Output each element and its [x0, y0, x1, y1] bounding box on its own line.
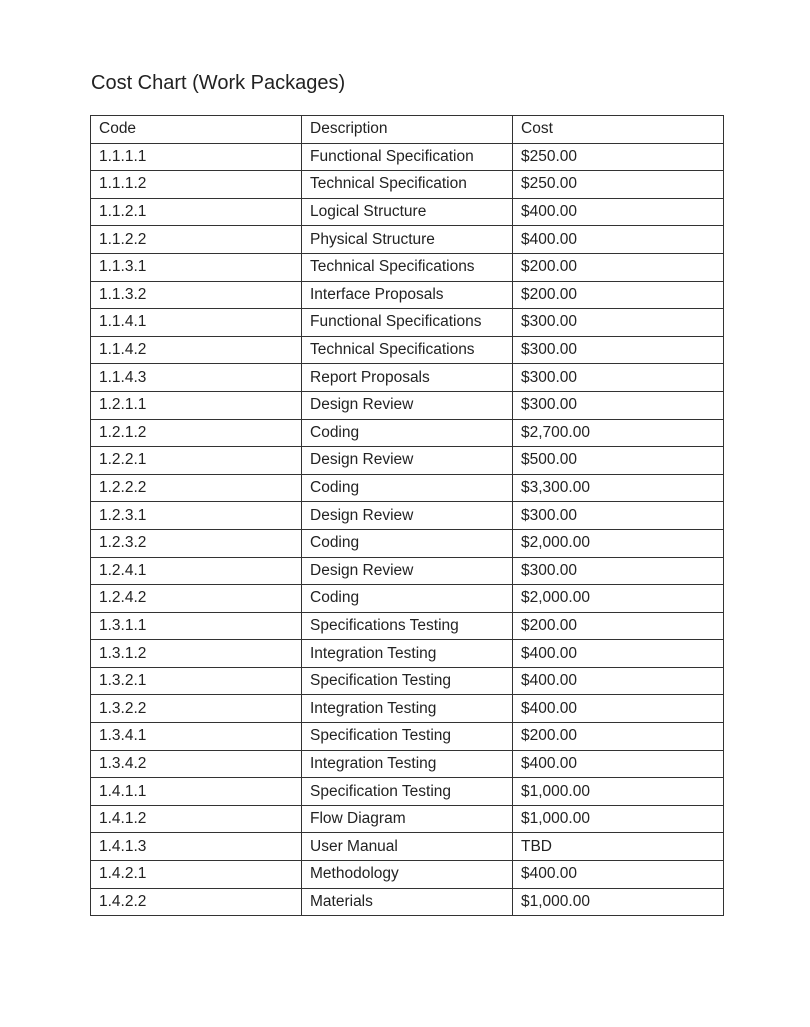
cell-description: Physical Structure: [302, 226, 513, 254]
cell-description: Design Review: [302, 502, 513, 530]
cell-description: Specification Testing: [302, 667, 513, 695]
table-row: [91, 805, 724, 833]
cell-code: 1.3.1.2: [91, 640, 302, 668]
cell-code: 1.1.1.2: [91, 171, 302, 199]
cell-code: 1.2.1.1: [91, 391, 302, 419]
cell-description: Integration Testing: [302, 640, 513, 668]
table-row: [91, 695, 724, 723]
table-row: [91, 309, 724, 337]
table-row: [91, 557, 724, 585]
cell-code: 1.1.4.3: [91, 364, 302, 392]
table-row: [91, 502, 724, 530]
table-row: [91, 253, 724, 281]
cell-description: Functional Specification: [302, 143, 513, 171]
table-header-row: [91, 116, 724, 144]
cell-cost: $2,700.00: [513, 419, 724, 447]
cell-cost: $400.00: [513, 667, 724, 695]
cell-code: 1.4.1.1: [91, 778, 302, 806]
cell-code: 1.2.4.1: [91, 557, 302, 585]
cell-description: Coding: [302, 474, 513, 502]
cell-cost: $1,000.00: [513, 805, 724, 833]
cell-code: 1.2.2.1: [91, 447, 302, 475]
cell-cost: $200.00: [513, 281, 724, 309]
cell-code: 1.3.2.2: [91, 695, 302, 723]
cell-code: 1.1.3.2: [91, 281, 302, 309]
cell-cost: $300.00: [513, 336, 724, 364]
cell-code: 1.1.1.1: [91, 143, 302, 171]
table-row: [91, 391, 724, 419]
cell-cost: $3,300.00: [513, 474, 724, 502]
table-row: [91, 474, 724, 502]
cell-description: User Manual: [302, 833, 513, 861]
table-row: [91, 861, 724, 889]
cell-code: 1.3.4.1: [91, 723, 302, 751]
cell-cost: $250.00: [513, 143, 724, 171]
cell-code: 1.1.2.2: [91, 226, 302, 254]
cell-code: 1.4.2.2: [91, 888, 302, 916]
cost-table: [90, 115, 724, 916]
table-row: [91, 833, 724, 861]
column-header-description: Description: [302, 116, 513, 144]
cell-description: Technical Specifications: [302, 336, 513, 364]
cell-description: Integration Testing: [302, 750, 513, 778]
table-row: [91, 143, 724, 171]
cell-description: Integration Testing: [302, 695, 513, 723]
table-row: [91, 723, 724, 751]
table-row: [91, 585, 724, 613]
cell-description: Specification Testing: [302, 723, 513, 751]
cell-description: Interface Proposals: [302, 281, 513, 309]
table-row: [91, 419, 724, 447]
table-row: [91, 281, 724, 309]
table-body: [91, 143, 724, 916]
cell-cost: $300.00: [513, 309, 724, 337]
cell-cost: $400.00: [513, 861, 724, 889]
table-row: [91, 364, 724, 392]
cell-cost: $2,000.00: [513, 585, 724, 613]
table-row: [91, 888, 724, 916]
cell-cost: $200.00: [513, 723, 724, 751]
table-row: [91, 198, 724, 226]
cell-code: 1.2.3.2: [91, 529, 302, 557]
cell-code: 1.2.1.2: [91, 419, 302, 447]
cell-cost: $400.00: [513, 695, 724, 723]
table-row: [91, 226, 724, 254]
cell-description: Specifications Testing: [302, 612, 513, 640]
cell-code: 1.4.1.2: [91, 805, 302, 833]
cell-code: 1.4.2.1: [91, 861, 302, 889]
cell-cost: $2,000.00: [513, 529, 724, 557]
cell-description: Specification Testing: [302, 778, 513, 806]
cell-cost: $1,000.00: [513, 778, 724, 806]
table-row: [91, 447, 724, 475]
cell-description: Technical Specifications: [302, 253, 513, 281]
cell-description: Design Review: [302, 557, 513, 585]
cell-description: Coding: [302, 419, 513, 447]
cell-code: 1.1.2.1: [91, 198, 302, 226]
table-row: [91, 750, 724, 778]
cell-description: Coding: [302, 529, 513, 557]
table-row: [91, 529, 724, 557]
cell-cost: $250.00: [513, 171, 724, 199]
column-header-cost: Cost: [513, 116, 724, 144]
cell-code: 1.3.2.1: [91, 667, 302, 695]
cell-cost: $400.00: [513, 640, 724, 668]
cell-code: 1.2.4.2: [91, 585, 302, 613]
column-header-code: Code: [91, 116, 302, 144]
cell-cost: $300.00: [513, 364, 724, 392]
cell-code: 1.1.4.2: [91, 336, 302, 364]
cell-cost: $500.00: [513, 447, 724, 475]
table-row: [91, 336, 724, 364]
cell-description: Design Review: [302, 391, 513, 419]
table-row: [91, 612, 724, 640]
cell-description: Functional Specifications: [302, 309, 513, 337]
cell-cost: $400.00: [513, 198, 724, 226]
cell-cost: $300.00: [513, 557, 724, 585]
page-title: Cost Chart (Work Packages): [91, 72, 346, 94]
cell-description: Materials: [302, 888, 513, 916]
cell-description: Coding: [302, 585, 513, 613]
cell-description: Logical Structure: [302, 198, 513, 226]
table-row: [91, 640, 724, 668]
cell-code: 1.3.1.1: [91, 612, 302, 640]
cell-code: 1.2.3.1: [91, 502, 302, 530]
table-row: [91, 778, 724, 806]
cell-cost: $1,000.00: [513, 888, 724, 916]
cell-cost: $200.00: [513, 612, 724, 640]
cell-cost: $200.00: [513, 253, 724, 281]
cell-description: Flow Diagram: [302, 805, 513, 833]
cell-code: 1.4.1.3: [91, 833, 302, 861]
cell-code: 1.1.3.1: [91, 253, 302, 281]
cell-description: Report Proposals: [302, 364, 513, 392]
cell-code: 1.1.4.1: [91, 309, 302, 337]
cell-cost: $300.00: [513, 502, 724, 530]
cell-code: 1.3.4.2: [91, 750, 302, 778]
cell-description: Technical Specification: [302, 171, 513, 199]
cell-cost: $300.00: [513, 391, 724, 419]
cell-code: 1.2.2.2: [91, 474, 302, 502]
table-row: [91, 171, 724, 199]
cell-cost: TBD: [513, 833, 724, 861]
cell-cost: $400.00: [513, 750, 724, 778]
cell-cost: $400.00: [513, 226, 724, 254]
cell-description: Methodology: [302, 861, 513, 889]
table-row: [91, 667, 724, 695]
cell-description: Design Review: [302, 447, 513, 475]
